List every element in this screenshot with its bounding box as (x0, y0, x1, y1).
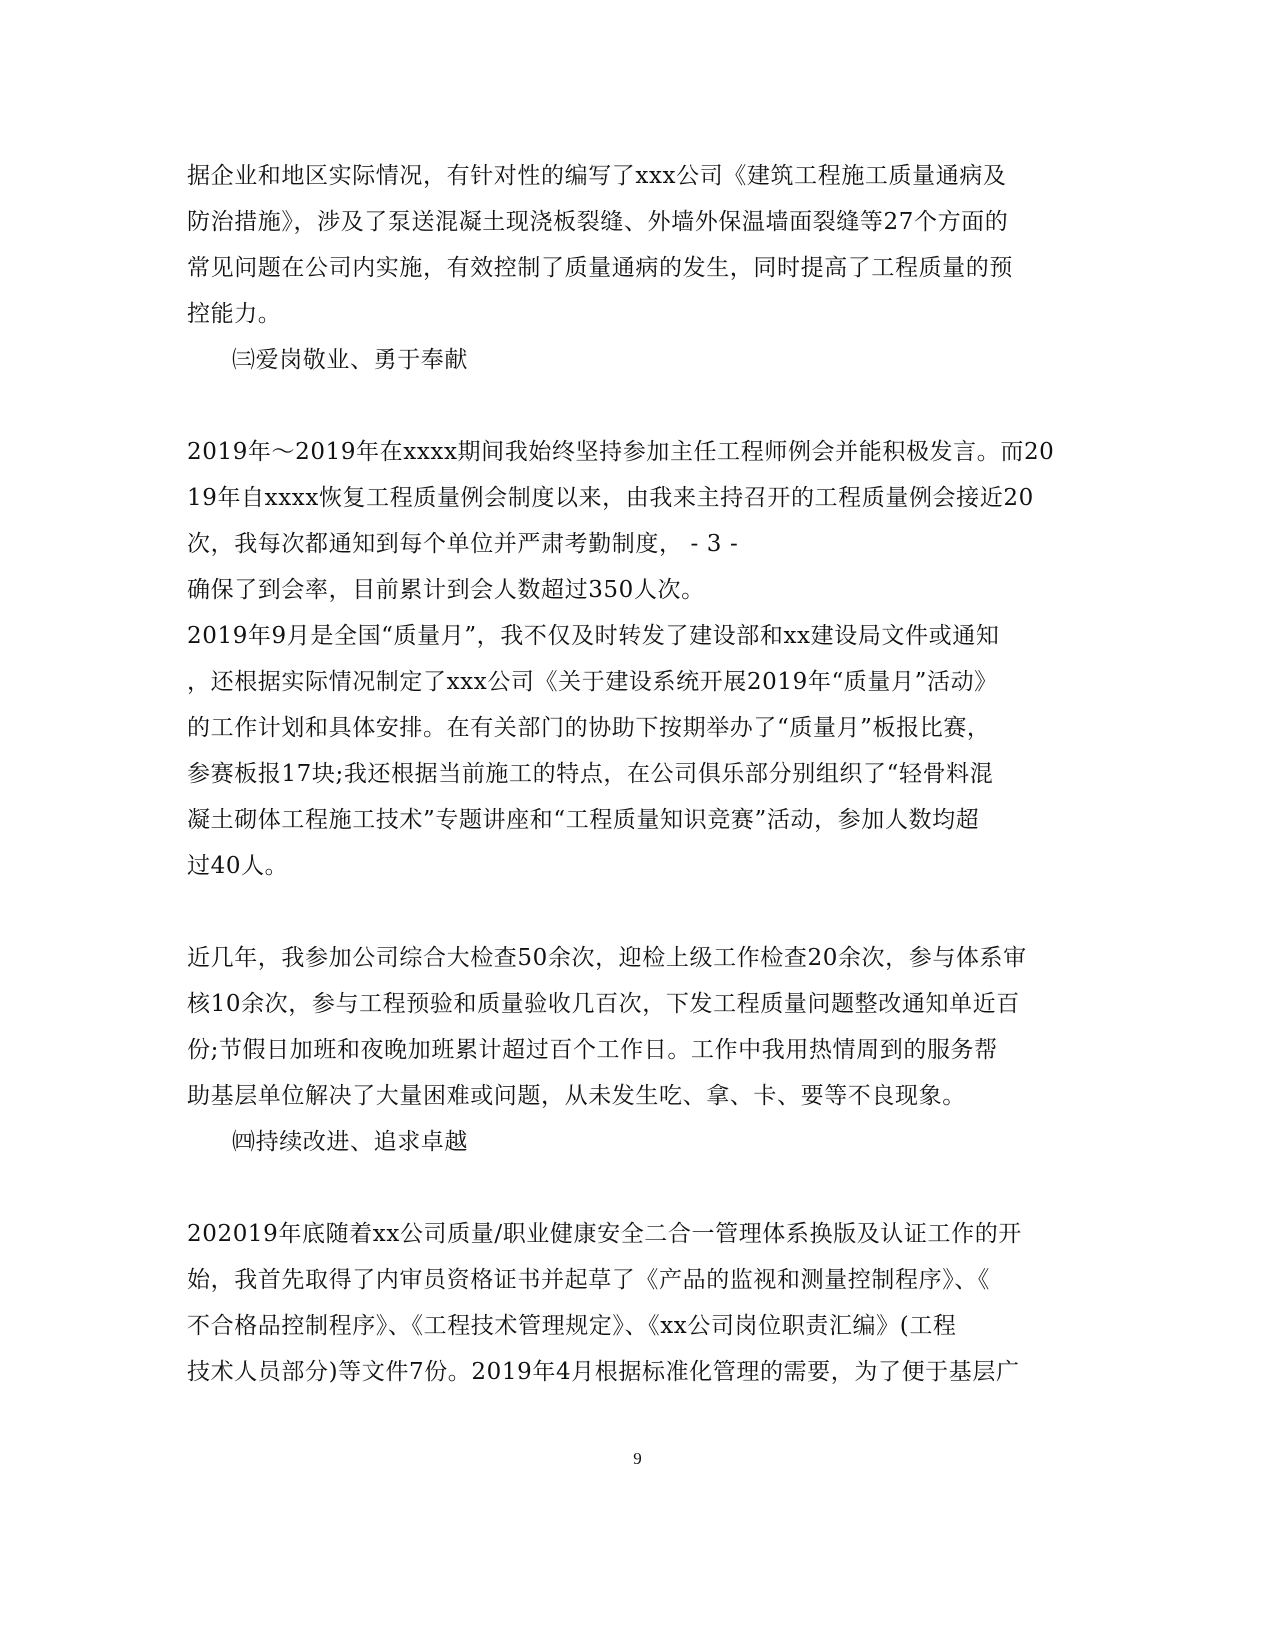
body-text-line: 份;节假日加班和夜晚加班累计超过百个工作日。工作中我用热情周到的服务帮 (187, 1037, 998, 1063)
body-text-line: 据企业和地区实际情况，有针对性的编写了xxx公司《建筑工程施工质量通病及 (187, 163, 1007, 189)
body-text-line: 近几年，我参加公司综合大检查50余次，迎检上级工作检查20余次，参与体系审 (187, 945, 1027, 971)
section-heading: ㈢爱岗敬业、勇于奉献 (232, 347, 468, 373)
body-text-line: 的工作计划和具体安排。在有关部门的协助下按期举办了“质量月”板报比赛， (187, 715, 991, 741)
page-number: 9 (633, 1449, 642, 1468)
body-text-line: 助基层单位解决了大量困难或问题，从未发生吃、拿、卡、要等不良现象。 (187, 1083, 966, 1109)
body-text-line: 控能力。 (187, 301, 282, 327)
body-text-line: 确保了到会率，目前累计到会人数超过350人次。 (187, 577, 705, 603)
body-text-line: 次，我每次都通知到每个单位并严肃考勤制度， - 3 - (187, 531, 739, 557)
body-text-line: 凝土砌体工程施工技术”专题讲座和“工程质量知识竞赛”活动，参加人数均超 (187, 807, 980, 833)
body-text-line: 过40人。 (187, 853, 289, 879)
body-text-line: 2019年～2019年在xxxx期间我始终坚持参加主任工程师例会并能积极发言。而20 (187, 439, 1055, 465)
body-text-line: 202019年底随着xx公司质量/职业健康安全二合一管理体系换版及认证工作的开 (187, 1221, 1022, 1247)
body-text-line: 核10余次，参与工程预验和质量验收几百次，下发工程质量问题整改通知单近百 (187, 991, 1020, 1017)
body-text-line: 不合格品控制程序》、《工程技术管理规定》、《xx公司岗位职责汇编》(工程 (187, 1313, 957, 1339)
section-heading: ㈣持续改进、追求卓越 (232, 1129, 468, 1155)
body-text-line: 技术人员部分)等文件7份。2019年4月根据标准化管理的需要，为了便于基层广 (187, 1359, 1020, 1385)
body-text-line: ，还根据实际情况制定了xxx公司《关于建设系统开展2019年“质量月”活动》 (187, 669, 998, 695)
body-text-line: 防治措施》，涉及了泵送混凝土现浇板裂缝、外墙外保温墙面裂缝等27个方面的 (187, 209, 1009, 235)
body-text-line: 常见问题在公司内实施，有效控制了质量通病的发生，同时提高了工程质量的预 (187, 255, 1013, 281)
body-text-line: 2019年9月是全国“质量月”，我不仅及时转发了建设部和xx建设局文件或通知 (187, 623, 1000, 649)
body-text-line: 参赛板报17块;我还根据当前施工的特点，在公司俱乐部分别组织了“轻骨料混 (187, 761, 994, 787)
body-text-line: 19年自xxxx恢复工程质量例会制度以来，由我来主持召开的工程质量例会接近20 (187, 485, 1034, 511)
body-text-line: 始，我首先取得了内审员资格证书并起草了《产品的监视和测量控制程序》、《 (187, 1267, 990, 1293)
